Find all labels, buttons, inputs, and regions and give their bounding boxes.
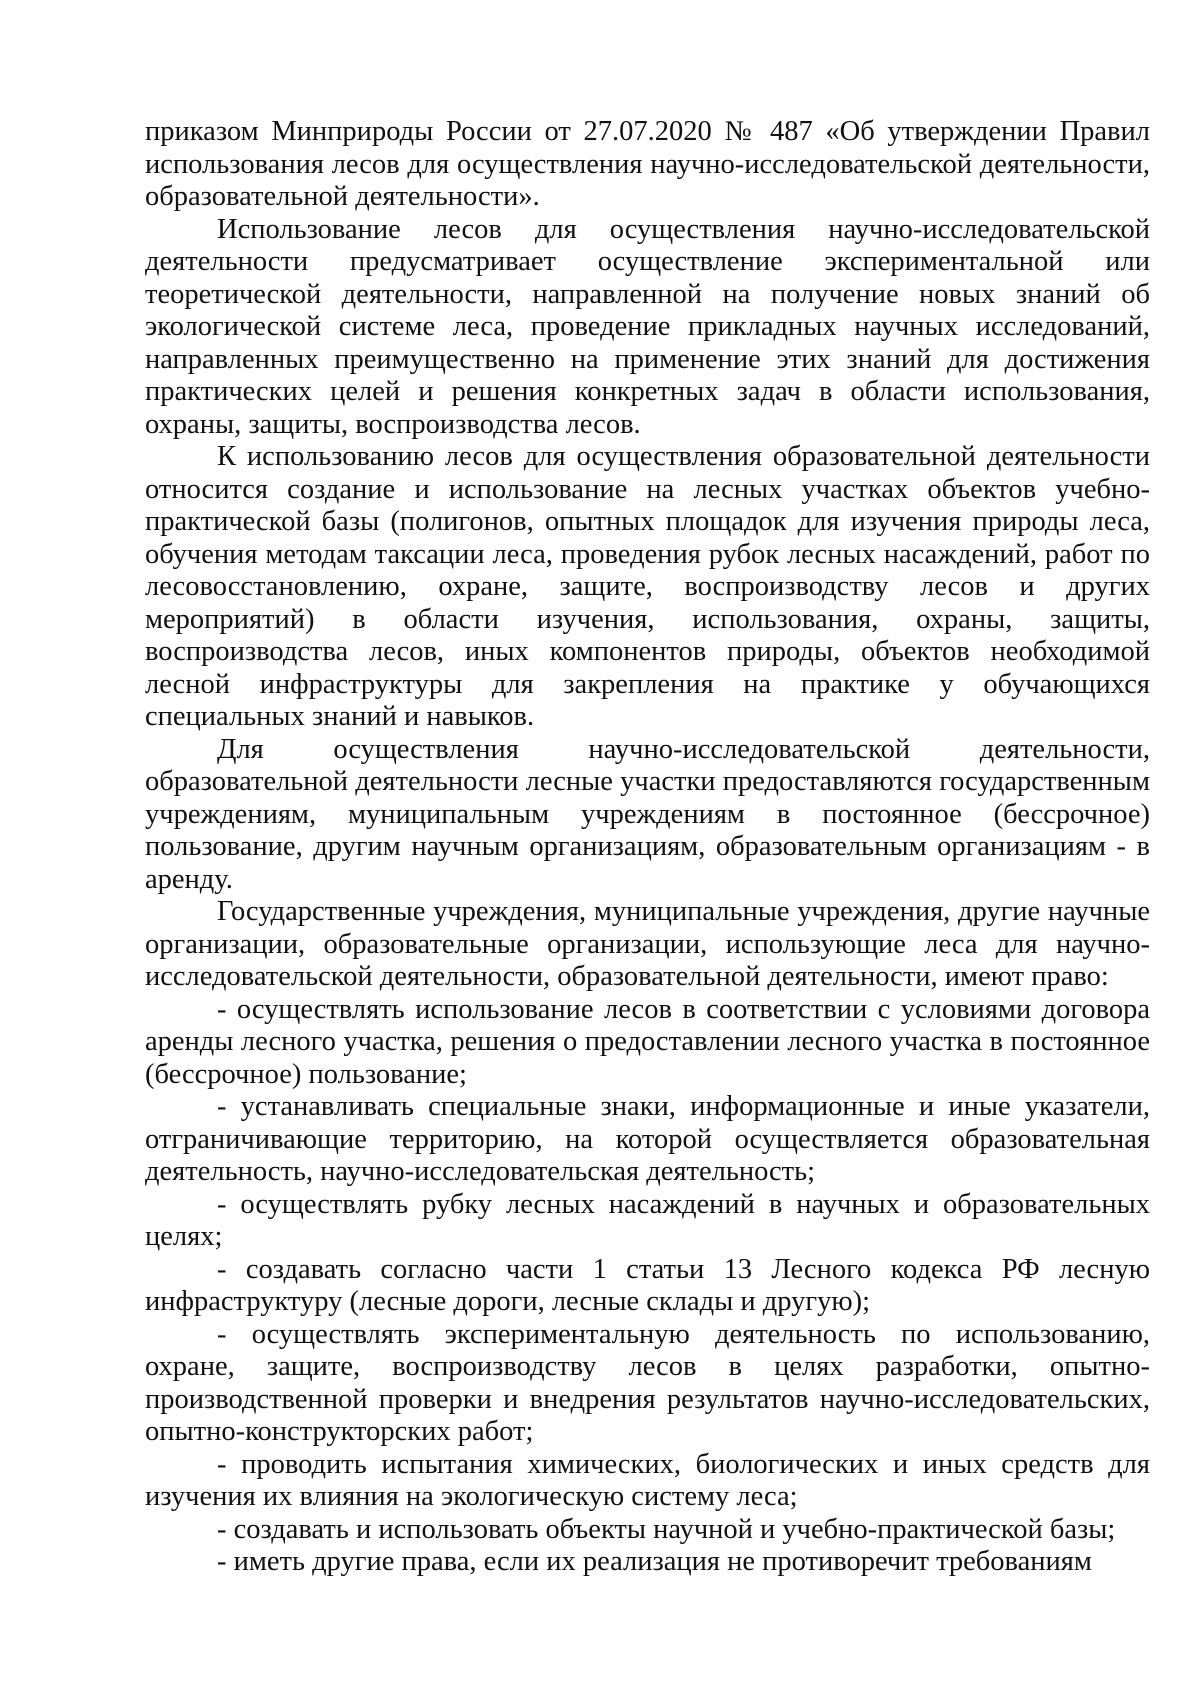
list-item-right: - иметь другие права, если их реализация не противоречит требованиям [217, 1546, 1092, 1577]
paragraph-educational-use: К использованию лесов для осуществления образовательной деятельности относится создание и использование на лесных участках объектов учебно-практической базы (полигонов, опытных площадок для изучения природы леса, обучения методам таксации леса, проведения рубок лесных насаждений, работ по лесовосстановлению, охране, защите, воспроизводству лесов и других мероприятий) в области изучения, использования, охраны, защиты, воспроизводства лесов, иных компонентов природы, объектов необходимой лесной инфраструктуры для закрепления на практике у обучающихся специальных знаний и навыков. [145, 441, 1150, 732]
paragraph-land-provision: Для осуществления научно-исследовательской деятельности, образовательной деятельности лесные участки предоставляются государственным учреждениям, муниципальным учреждениям в постоянное (бессрочное) пользование, другим научным организациям, образовательным организациям - в аренду. [145, 733, 1150, 895]
paragraph-rights-intro: Государственные учреждения, муниципальные учреждения, другие научные организации, образовательные организации, использующие леса для научно-исследовательской деятельности, образовательной деятельности, имеют право: [145, 896, 1150, 992]
document-page [145, 116, 1150, 1579]
paragraph-research-use: Использование лесов для осуществления научно-исследовательской деятельности предусматривает осуществление экспериментальной или теоретической деятельности, направленной на получение новых знаний об экологической системе леса, проведение прикладных научных исследований, направленных преимущественно на применение этих знаний для достижения практических целей и решения конкретных задач в области использования, охраны, защиты, воспроизводства лесов. [145, 213, 1150, 440]
list-item-right: - осуществлять экспериментальную деятельность по использованию, охране, защите, воспроизводству лесов в целях разработки, опытно-производственной проверки и внедрения результатов научно-исследовательских, опытно-конструкторских работ; [145, 1318, 1150, 1447]
list-item-right: - осуществлять использование лесов в соответствии с условиями договора аренды лесного участка, решения о предоставлении лесного участка в постоянное (бессрочное) пользование; [145, 993, 1150, 1090]
list-item-right: - осуществлять рубку лесных насаждений в научных и образовательных целях; [145, 1188, 1150, 1252]
paragraph-order-reference: приказом Минприроды России от 27.07.2020 № 487 «Об утверждении Правил использования лесов для осуществления научно-исследовательской деятельности, образовательной деятельности». [145, 116, 1150, 212]
list-item-right: - создавать и использовать объекты научной и учебно-практической базы; [217, 1513, 1116, 1545]
list-item-right: - устанавливать специальные знаки, информационные и иные указатели, отграничивающие территорию, на которой осуществляется образовательная деятельность, научно-исследовательская деятельность; [145, 1091, 1150, 1187]
list-item-right: - создавать согласно части 1 статьи 13 Лесного кодекса РФ лесную инфраструктуру (лесные дороги, лесные склады и другую); [145, 1253, 1150, 1317]
list-item-right: - проводить испытания химических, биологических и иных средств для изучения их влияния на экологическую систему леса; [145, 1448, 1150, 1512]
